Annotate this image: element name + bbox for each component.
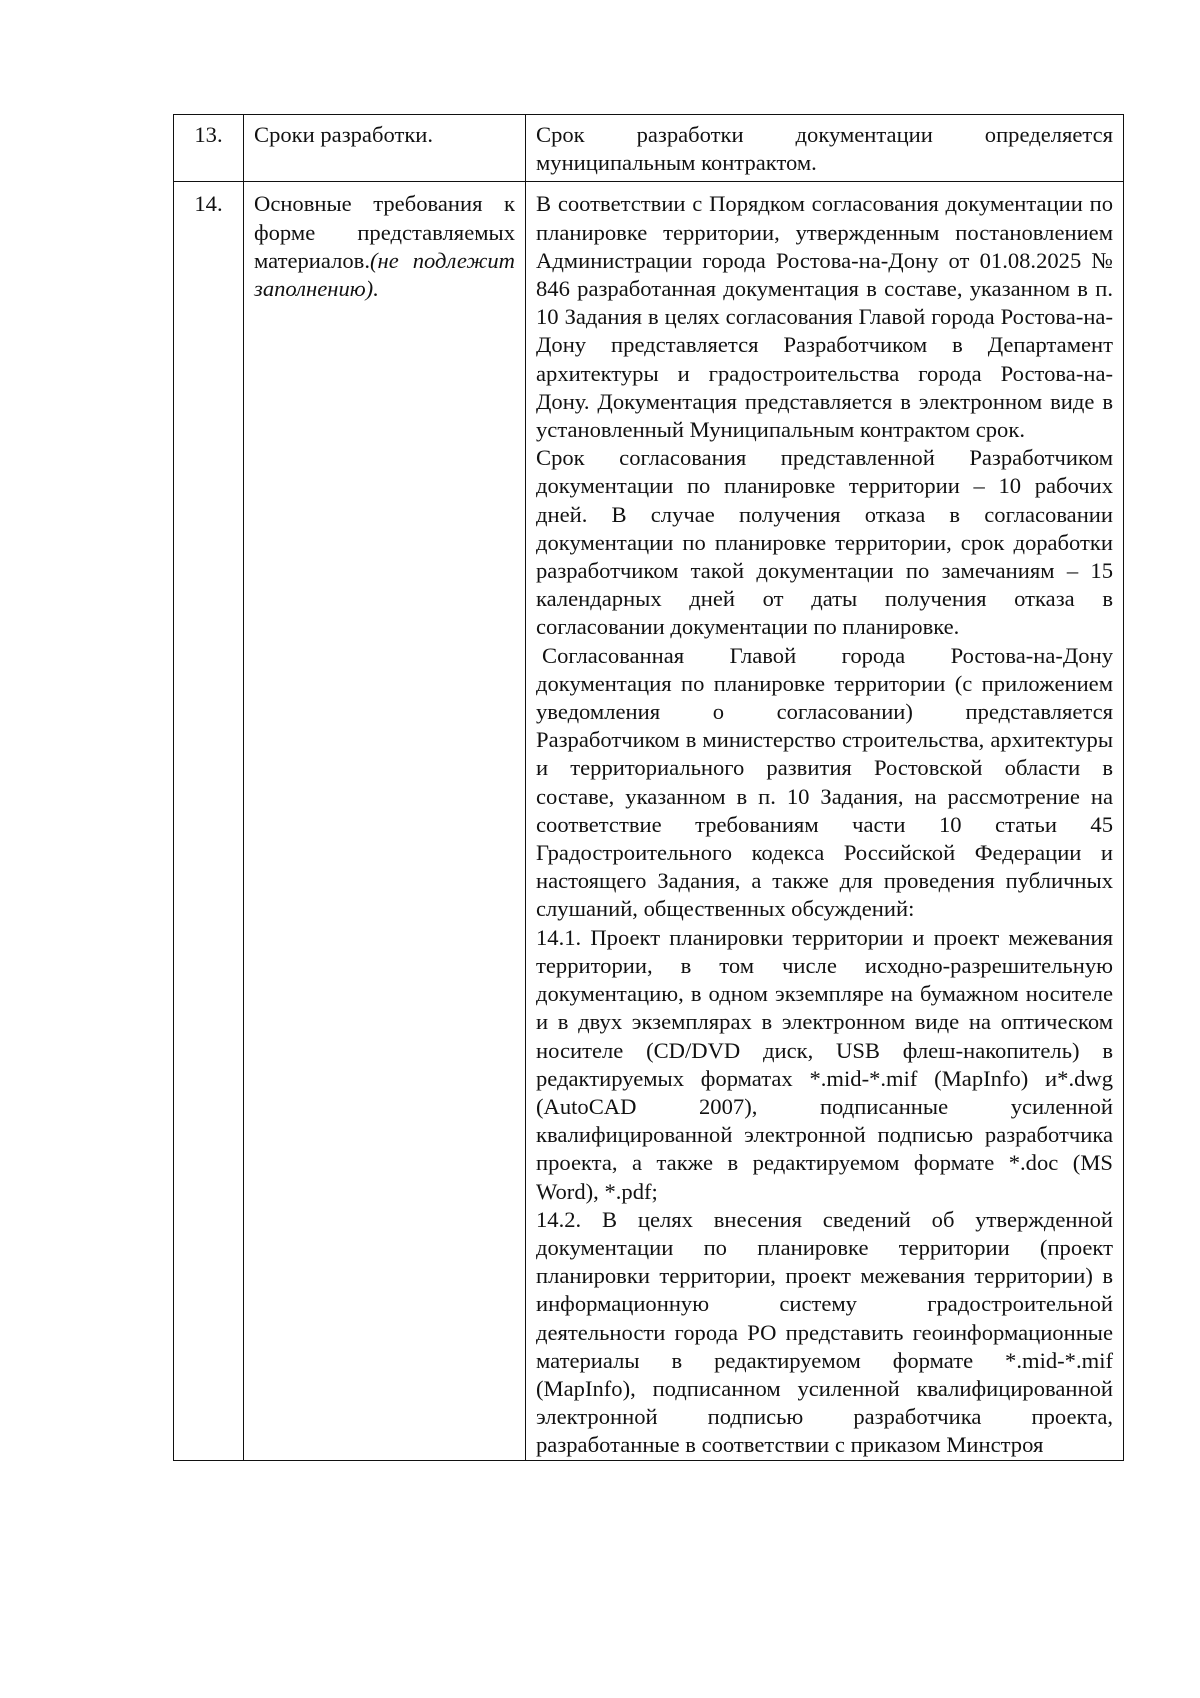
table-row — [174, 115, 1124, 182]
requirements-table — [173, 114, 1124, 1461]
row-title-note: (не подлежит заполнению). — [254, 247, 515, 302]
table-row — [174, 182, 1124, 1460]
row-number: 13. — [174, 115, 244, 182]
row-description — [526, 115, 1124, 182]
row-number: 14. — [174, 182, 244, 1460]
description-paragraph: 14.2. В целях внесения сведений об утвержденной документации по планировке территории (проект планировки территории, проект межевания территории) в информационную систему градостроительной деятельности города РО представить геоинформационные материалы в редактируемом формате *.mid-*.mif (MapInfo), подписанном усиленной квалифицированной электронной подписью разработчика проекта, разработанные в соответствии с приказом Минстроя — [536, 1206, 1113, 1458]
row-title — [244, 182, 526, 1460]
row-description — [526, 182, 1124, 1460]
row-title-text: Основные требования к форме представляемых материалов. — [254, 191, 515, 273]
description-paragraph: Согласованная Главой города Ростова-на-Дону документация по планировке территории (с приложением уведомления о согласовании) представляется Разработчиком в министерство строительства, архитектуры и территориального развития Ростовской области в составе, указанном в п. 10 Задания, на рассмотрение на соответствие требованиям части 10 статьи 45 Градостроительного кодекса Российской Федерации и настоящего Задания, а также для проведения публичных слушаний, общественных обсуждений: — [536, 642, 1113, 922]
description-paragraph: В соответствии с Порядком согласования документации по планировке территории, утвержденным постановлением Администрации города Ростова-на-Дону от 01.08.2025 № 846 разработанная документация в составе, указанном в п. 10 Задания в целях согласования Главой города Ростова-на-Дону представляется Разработчиком в Департамент архитектуры и градостроительства города Ростова-на-Дону. Документация представляется в электронном виде в установленный Муниципальным контрактом срок. — [536, 191, 1113, 443]
description-paragraph: Срок разработки документации определяется муниципальным контрактом. — [536, 122, 1113, 176]
row-title — [244, 115, 526, 182]
description-paragraph: 14.1. Проект планировки территории и проект межевания территории, в том числе исходно-разрешительную документацию, в одном экземпляре на бумажном носителе и в двух экземплярах в электронном виде на оптическом носителе (CD/DVD диск, USB флеш-накопитель) в редактируемых форматах *.mid-*.mif (MapInfo) и*.dwg (AutoCAD 2007), подписанные усиленной квалифицированной электронной подписью разработчика проекта, а также в редактируемом формате *.doc (MS Word), *.pdf; — [536, 924, 1113, 1204]
description-paragraph: Срок согласования представленной Разработчиком документации по планировке территории – 10 рабочих дней. В случае получения отказа в согласовании документации по планировке территории, срок доработки разработчиком такой документации по замечаниям – 15 календарных дней от даты получения отказа в согласовании документации по планировке. — [536, 445, 1113, 640]
row-title-text: Сроки разработки. — [254, 122, 434, 147]
